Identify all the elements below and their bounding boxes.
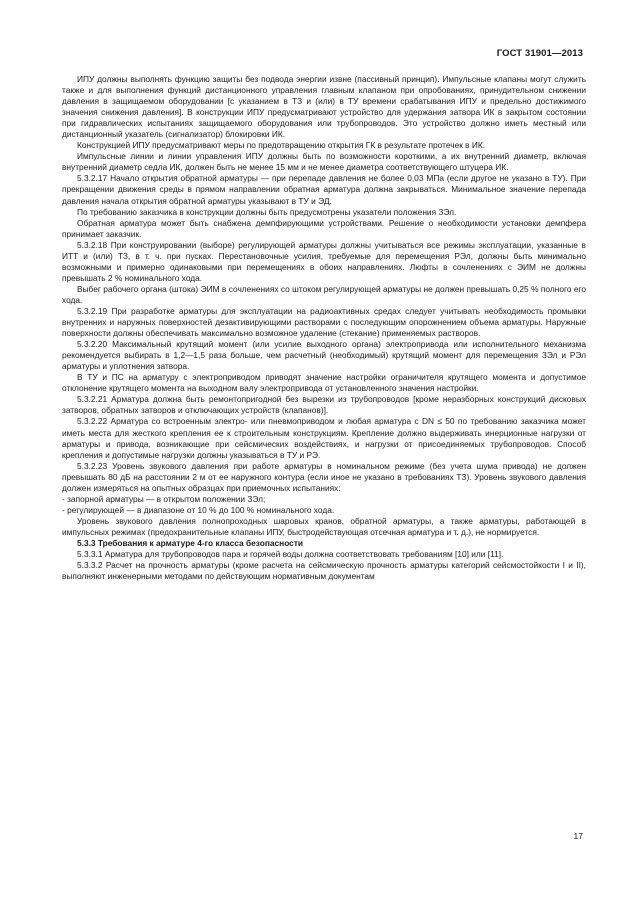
paragraph: 5.3.2.21 Арматура должна быть ремонтопригодной без вырезки из трубопроводов [кроме неразборных конструкций дисковых затворов, обратных затворов и отключающих устройств (клапанов)]. bbox=[62, 394, 586, 416]
paragraph: 5.3.2.17 Начало открытия обратной арматуры — при перепаде давления не более 0,03 МПа (если другое не указано в ТУ). При прекращении движения среды в прямом направлении обратная арматура должна закрываться. Минимальное значение перепада давления начала открытия обратной арматуры указывают в ТУ и ЭД. bbox=[62, 173, 586, 206]
list-item: - регулирующей — в диапазоне от 10 % до 100 % номинального хода. bbox=[62, 504, 335, 515]
paragraph: Выбег рабочего органа (штока) ЭИМ в сочленениях со штоком регулирующей арматуры не должен превышать 0,25 % полного его хода. bbox=[62, 283, 586, 305]
page-number: 17 bbox=[573, 831, 583, 841]
paragraph: Уровень звукового давления полнопроходных шаровых кранов, обратной арматуры, а также арматуры, работающей в импульсных режимах (предохранительные клапаны ИПУ, быстродействующая отсечная арматура и т. д.), не нормируется. bbox=[62, 515, 586, 537]
paragraph: 5.3.3.1 Арматура для трубопроводов пара и горячей воды должна соответствовать требованиям [10] или [11]. bbox=[77, 549, 504, 560]
document-body bbox=[62, 74, 586, 582]
paragraph: 5.3.2.22 Арматура со встроенным электро- или пневмоприводом и любая арматура с DN ≤ 50 по требованию заказчика может иметь места для жесткого крепления ее к строительным конструкциям. Крепление должно выдерживать инерционные нагрузки от арматуры и привода, возникающие при сейсмических воздействиях, и нагрузки от присоединяемых трубопроводов. Способ крепления и допустимые нагрузки должны указываться в ТУ и РЭ. bbox=[62, 416, 586, 460]
paragraph: ИПУ должны выполнять функцию защиты без подвода энергии извне (пассивный принцип). Импульсные клапаны могут служить также и для выполнения функций дистанционного управления главным клапаном при опробованиях, принудительном снижении давления в защищаемом оборудовании [с указанием в ТЗ и (или) в ТУ времени срабатывания ИПУ и предельно достижимого значения снижения давления]. В конструкции ИПУ предусматривают устройство для удержания затвора ИК в закрытом состоянии при гидравлических испытаниях защищаемого оборудования или трубопроводов. Это устройство должно иметь местный или дистанционный указатель (сигнализатор) блокировки ИК. bbox=[62, 74, 586, 140]
paragraph: 5.3.2.20 Максимальный крутящий момент (или усилие выходного органа) электропривода или исполнительного механизма рекомендуется выбирать в 1,2—1,5 раза больше, чем расчетный (необходимый) крутящий момент для перемещения ЗЭл и РЭл арматуры и уплотнения затвора. bbox=[62, 339, 586, 372]
paragraph: 5.3.2.19 При разработке арматуры для эксплуатации на радиоактивных средах следует учитывать необходимость промывки внутренних и наружных поверхностей дезактивирующими растворами с последующим опорожнением объема арматуры. Наружные поверхности должны обеспечивать максимально возможное удаление (стекание) применяемых растворов. bbox=[62, 305, 586, 339]
paragraph: Импульсные линии и линии управления ИПУ должны быть по возможности короткими, а их внутренний диаметр, включая внутренний диаметр седла ИК, должен быть не менее 15 мм и не менее диаметра соответствующего штуцера ИК. bbox=[62, 151, 586, 173]
paragraph: В ТУ и ПС на арматуру с электроприводом приводят значение настройки ограничителя крутящего момента и допустимое отклонение крутящего момента на выходном валу электропривода от установленного значения настройки. bbox=[62, 372, 586, 394]
paragraph: Обратная арматура может быть снабжена демпфирующими устройствами. Решение о необходимости установки демпфера принимает заказчик. bbox=[62, 217, 586, 239]
paragraph: По требованию заказчика в конструкции должны быть предусмотрены указатели положения ЗЭл. bbox=[77, 206, 457, 217]
document-header: ГОСТ 31901—2013 bbox=[496, 48, 583, 59]
paragraph: 5.3.2.18 При конструировании (выборе) регулирующей арматуры должны учитываться все режимы эксплуатации, указанные в ИТТ и (или) ТЗ, в т. ч. при пусках. Перестановочные усилия, требуемые для перемещения РЭл, должны быть минимально возможными и примерно одинаковыми при перемещениях в обоих направлениях. Люфты в сочленениях с ЭИМ не должны превышать 2 % номинального хода. bbox=[62, 239, 586, 283]
section-heading: 5.3.3 Требования к арматуре 4-го класса безопасности bbox=[77, 537, 304, 548]
paragraph: 5.3.3.2 Расчет на прочность арматуры (кроме расчета на сейсмическую прочность арматуры категорий сейсмостойкости I и II), выполняют инженерными методами по действующим нормативным документам bbox=[62, 560, 586, 582]
list-item: - запорной арматуры — в открытом положении ЗЭл; bbox=[62, 493, 266, 504]
paragraph: Конструкцией ИПУ предусматривают меры по предотвращению открытия ГК в результате протечек в ИК. bbox=[77, 140, 486, 151]
paragraph: 5.3.2.23 Уровень звукового давления при работе арматуры в номинальном режиме (без учета шума привода) не должен превышать 80 дБ на расстоянии 2 м от ее наружного контура (если иное не указано в требованиях ТЗ). Уровень звукового давления должен измеряться на опытных образцах при приемочных испытаниях: bbox=[62, 460, 586, 493]
